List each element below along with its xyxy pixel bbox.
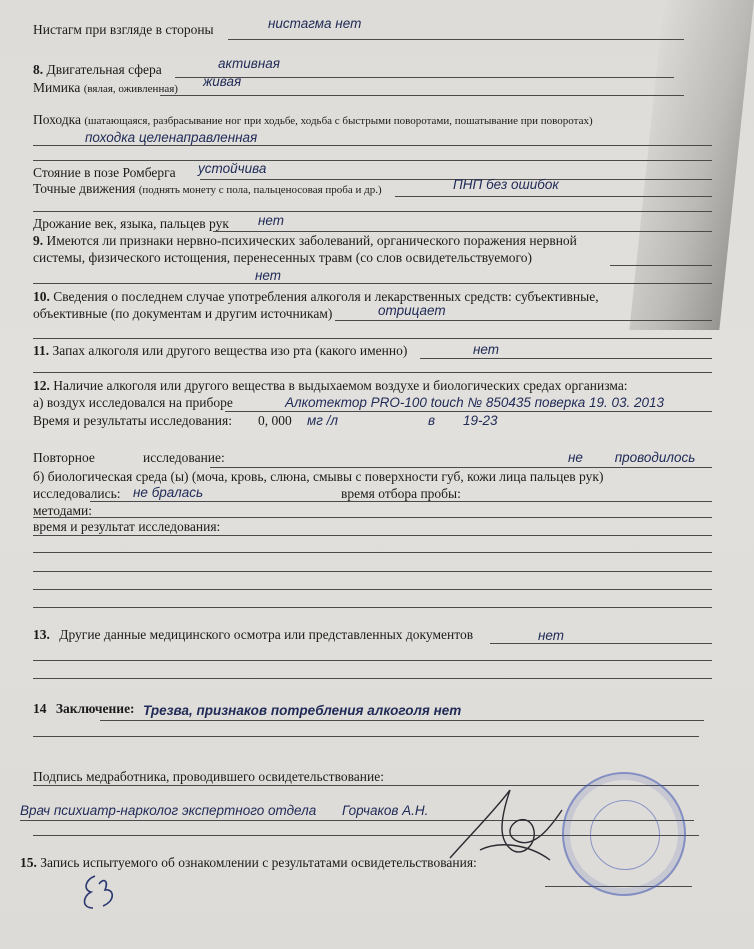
section-12a-value: Алкотектор PRO-100 touch № 850435 поверка 19. 03. 2013 [285,395,665,410]
section-10-value: отрицает [378,303,446,318]
rule [228,39,684,40]
rule [33,517,712,518]
repeat-label-1: Повторное [33,450,95,465]
rule [33,736,699,737]
conclusion-value: Трезва, признаков потребления алкоголя нет [143,703,462,718]
rule [335,320,712,321]
doctor-name: Горчаков А.Н. [342,803,429,818]
section-8-line [33,56,714,78]
repeat-line [33,450,714,466]
gait-value: походка целенаправленная [85,130,258,145]
tremor-label: Дрожание век, языка, пальцев рук [33,216,229,231]
romberg-value: устойчива [198,161,267,176]
section-number: 8. [33,62,44,77]
section-13-line [33,627,714,643]
rule [33,535,712,536]
rule [610,265,712,266]
doctor-title: Врач психиатр-нарколог экспертного отдела [20,803,317,818]
tremor-line [33,213,714,232]
examinee-signature [75,870,125,915]
stamp-center [590,800,660,870]
tremor-value: нет [258,213,285,228]
nystagmus-label: Нистагм при взгляде в стороны [33,22,214,37]
section-11-text: Запах алкоголя или другого вещества изо рта (какого именно) [52,343,408,358]
section-11-value: нет [473,342,500,357]
rule [490,643,712,644]
nystagmus-value: нистагма нет [268,16,362,31]
section-15-text: Запись испытуемого об ознакомлении с результатами освидетельствования: [40,855,477,870]
section-12-text: Наличие алкоголя или другого вещества в выдыхаемом воздухе и биологических средах организма: [53,378,628,393]
rule [210,467,712,468]
time-results-line [33,413,714,429]
precise-hint: (поднять монету с пола, пальценосовая проба и др.) [138,184,382,196]
section-number: 14 [33,701,47,716]
researched-line [33,486,714,502]
time-result-label: время и результат исследования: [33,519,221,534]
rule [33,372,712,373]
rule [33,678,712,679]
section-12a-label: а) воздух исследовался на приборе [33,395,233,410]
gait-label: Походка [33,112,81,127]
researched-value: не бралась [133,485,204,500]
mimic-label: Мимика [33,80,81,95]
rule [420,358,712,359]
romberg-label: Стояние в позе Ромберга [33,165,176,180]
motor-value: активная [218,56,280,71]
rule [33,338,712,339]
rule [395,196,712,197]
rule [33,211,712,212]
precise-line [33,177,714,197]
time-results-label: Время и результаты исследования: [33,413,232,428]
doctor-signature [440,780,570,870]
rule [100,720,704,721]
section-13-value: нет [538,628,565,643]
section-13-text: Другие данные медицинского осмотра или представленных документов [59,627,474,642]
sample-time-label: время отбора пробы: [341,486,461,501]
section-12-line [33,378,714,394]
rule [33,607,712,608]
section-11-line [33,343,714,359]
repeat-label-2: исследование: [143,450,225,465]
official-stamp [562,772,686,896]
rule [213,231,712,232]
gait-value-line [85,130,714,146]
section-9-text-2: системы, физического истощения, перенесенных травм (со слов освидетельствуемого) [33,250,532,265]
rule [33,145,712,146]
methods-label: методами: [33,503,92,518]
rule [33,160,712,161]
rule [33,283,712,284]
section-number: 15. [20,855,37,870]
motor-label: Двигательная сфера [46,62,162,77]
section-9-line-2 [33,250,714,266]
time-results-unit: мг /л [307,413,339,428]
gait-line [33,112,714,128]
section-12b-line [33,469,714,485]
researched-label: исследовались: [33,486,121,501]
rule [33,589,712,590]
gait-hint: (шатающаяся, разбрасывание ног при ходьбе, ходьба с быстрыми поворотами, пошатывание при поворотах) [84,115,593,127]
section-10-text-1: Сведения о последнем случае употребления алкоголя и лекарственных средств: субъективные, [53,289,599,304]
nystagmus-line [33,16,714,38]
rule [160,95,684,96]
time-result-line [33,519,714,535]
rule [175,77,674,78]
section-number: 10. [33,289,50,304]
conclusion-label: Заключение: [55,701,135,716]
section-14-line [33,701,714,717]
section-10-line-1 [33,289,714,305]
section-12b-text: б) биологическая среда (ы) (моча, кровь, слюна, смывы с поверхности губ, кожи лица пальцев рук) [33,469,604,484]
rule [225,411,712,412]
time-results-time: 19-23 [463,413,498,428]
rule [90,501,712,502]
rule [33,660,712,661]
mimic-hint: (вялая, оживленная) [83,83,178,95]
signature-label: Подпись медработника, проводившего освидетельствование: [33,769,384,784]
time-results-value: 0, 000 [258,413,292,428]
repeat-value: не проводилось [568,450,696,465]
section-number: 12. [33,378,50,393]
rule [33,552,712,553]
section-12a-line [33,395,714,411]
rule [33,571,712,572]
section-9-line-1 [33,233,714,249]
section-number: 13. [33,627,50,642]
section-10-text-2: объективные (по документам и другим источникам) [33,306,333,321]
time-results-in: в [428,413,436,428]
precise-label: Точные движения [33,181,136,196]
section-9-value: нет [255,268,282,283]
precise-value: ПНП без ошибок [453,177,559,192]
section-number: 9. [33,233,44,248]
mimic-line [33,74,714,96]
section-9-value-line [255,268,714,284]
section-9-text-1: Имеются ли признаки нервно-психических заболеваний, органического поражения нервной [46,233,577,248]
mimic-value: живая [203,74,242,89]
section-number: 11. [33,343,50,358]
